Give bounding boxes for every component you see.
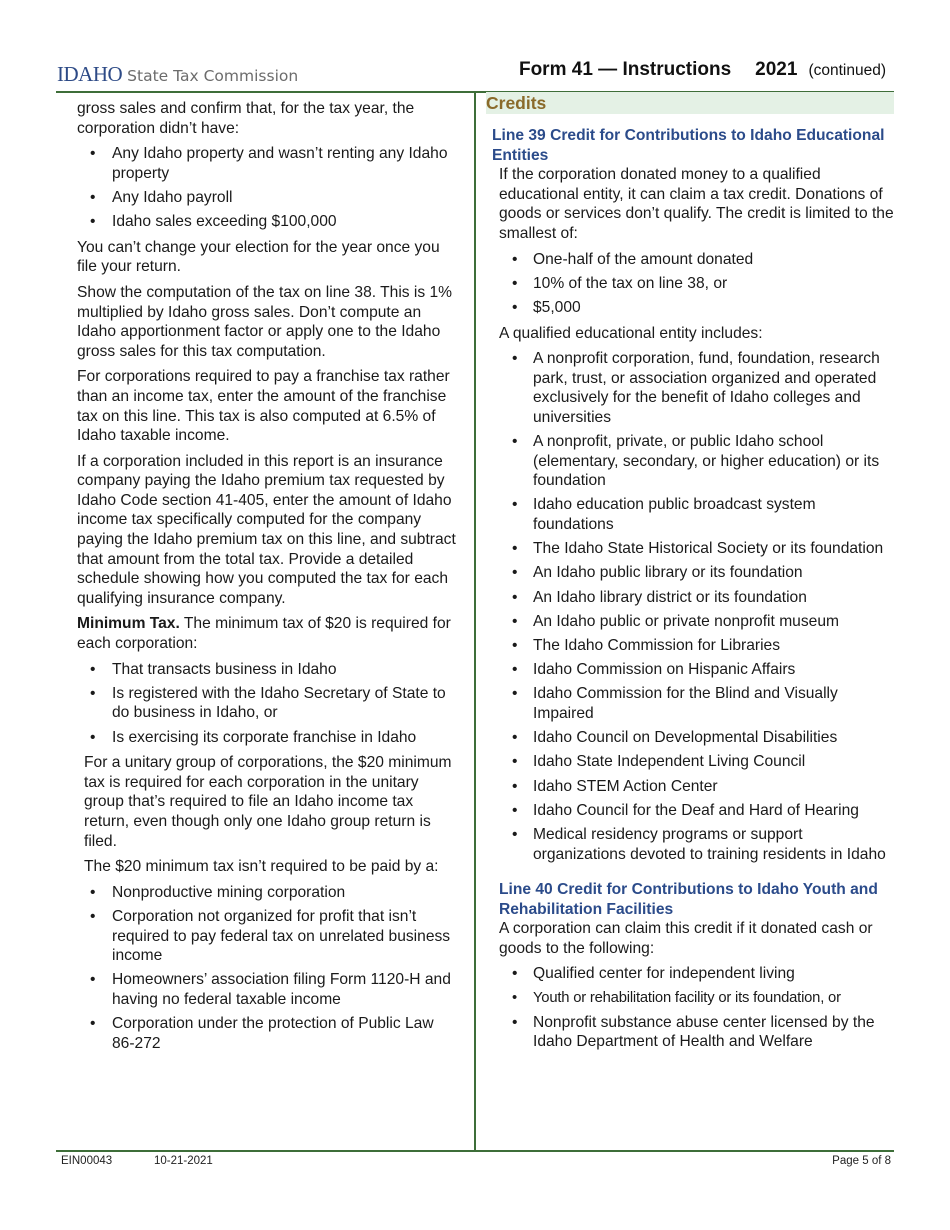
list-item: • Idaho education public broadcast system foundations [499, 495, 894, 534]
list-item: • Homeowners’ association filing Form 1120-H and having no federal taxable income [77, 970, 457, 1009]
paragraph: The $20 minimum tax isn’t required to be paid by a: [84, 858, 439, 876]
paragraph: A corporation can claim this credit if it donated cash or goods to the following: [499, 920, 873, 957]
paragraph: If a corporation included in this report is an insurance company paying the Idaho premium tax requested by Idaho Code section 41-405, enter the amount of Idaho income tax specifically computed for the company paying the Idaho premium tax on this line, and subtract that amount from the total tax. Provide a detailed schedule showing how you computed the tax for each qualifying insurance company. [77, 452, 456, 607]
footer-divider [56, 1150, 894, 1152]
page-number: Page 5 of 8 [832, 1155, 891, 1167]
right-column [486, 92, 894, 1058]
list-item: • Corporation not organized for profit that isn’t required to pay federal tax on unrelated business income [77, 907, 457, 966]
minimum-tax-label: Minimum Tax. [77, 615, 180, 633]
logo-subtitle: State Tax Commission [127, 67, 299, 85]
list-item: • Any Idaho property and wasn’t renting any Idaho property [77, 144, 457, 183]
section-title: Credits [486, 93, 547, 113]
list-item: • Medical residency programs or support organizations devoted to training residents in Idaho [499, 825, 894, 864]
list-item: • Idaho STEM Action Center [499, 777, 894, 797]
continued-label: (continued) [808, 62, 886, 79]
list-item: • The Idaho State Historical Society or its foundation [499, 539, 894, 559]
list-item: • An Idaho library district or its foundation [499, 588, 894, 608]
form-year: 2021 [755, 59, 798, 80]
minimum-tax-paragraph [77, 614, 457, 653]
list-item: • 10% of the tax on line 38, or [499, 274, 894, 294]
page-header [0, 0, 950, 92]
paragraph: You can’t change your election for the year once you file your return. [77, 238, 440, 276]
list-item: • Idaho State Independent Living Council [499, 752, 894, 772]
list-item: • Youth or rehabilitation facility or its foundation, or [499, 989, 894, 1009]
form-title [519, 60, 886, 81]
bullet-list [77, 883, 457, 1054]
bullet-list [77, 144, 457, 232]
list-item: • Idaho Commission for the Blind and Visually Impaired [499, 684, 894, 723]
form-code: EIN00043 [61, 1155, 113, 1167]
line-40-heading: Line 40 Credit for Contributions to Idaho Youth and Rehabilitation Facilities [499, 881, 878, 918]
list-item: • The Idaho Commission for Libraries [499, 636, 894, 656]
paragraph: A qualified educational entity includes: [499, 324, 763, 342]
bullet-list [486, 349, 894, 864]
list-item: • A nonprofit, private, or public Idaho school (elementary, secondary, or higher education) or its foundation [499, 432, 894, 491]
list-item: • An Idaho public or private nonprofit museum [499, 612, 894, 632]
paragraph: If the corporation donated money to a qualified educational entity, it can claim a tax credit. Donations of goods or services don’t qualify. The credit is limited to the smallest of: [499, 166, 894, 242]
paragraph: For corporations required to pay a franchise tax rather than an income tax, enter the amount of the franchise tax on this line. This tax is also computed at 6.5% of Idaho taxable income. [77, 368, 450, 445]
list-item: • A nonprofit corporation, fund, foundation, research park, trust, or association organized and operated exclusively for the benefit of Idaho colleges and universities [499, 349, 894, 427]
list-item: • One-half of the amount donated [499, 250, 894, 270]
list-item: • Is registered with the Idaho Secretary of State to do business in Idaho, or [77, 684, 457, 723]
list-item: • Idaho Council for the Deaf and Hard of Hearing [499, 801, 894, 821]
minimum-tax-text: The minimum tax of $20 is required for each corporation: [77, 615, 451, 653]
left-column [77, 99, 457, 1059]
revision-date: 10-21-2021 [154, 1155, 213, 1167]
column-divider [474, 92, 476, 1151]
credits-section-header [486, 92, 894, 114]
idaho-tax-logo [57, 63, 298, 87]
bullet-list [486, 964, 894, 1052]
list-item: • Nonprofit substance abuse center licensed by the Idaho Department of Health and Welfare [499, 1013, 894, 1052]
list-item: • An Idaho public library or its foundation [499, 563, 894, 583]
list-item: • That transacts business in Idaho [77, 660, 457, 680]
form-name: Form 41 — Instructions [518, 59, 732, 80]
list-item: • Qualified center for independent living [499, 964, 894, 984]
bullet-list [486, 250, 894, 318]
paragraph: gross sales and confirm that, for the tax year, the corporation didn’t have: [77, 100, 415, 137]
logo-wordmark: IDAHO [57, 62, 123, 86]
list-item: • Idaho Commission on Hispanic Affairs [499, 660, 894, 680]
list-item: • Idaho sales exceeding $100,000 [77, 212, 457, 232]
line-39-heading: Line 39 Credit for Contributions to Idaho Educational Entities [492, 127, 885, 164]
list-item: • Nonproductive mining corporation [77, 883, 457, 903]
paragraph: For a unitary group of corporations, the $20 minimum tax is required for each corporation in the unitary group that’s required to file an Idaho income tax return, even though only one Idaho group return is filed. [84, 754, 452, 850]
list-item: • Is exercising its corporate franchise in Idaho [77, 728, 457, 748]
list-item: • Any Idaho payroll [77, 188, 457, 208]
list-item: • Corporation under the protection of Public Law 86-272 [77, 1014, 457, 1053]
bullet-list [77, 660, 457, 748]
list-item: • Idaho Council on Developmental Disabilities [499, 728, 894, 748]
paragraph: Show the computation of the tax on line 38. This is 1% multiplied by Idaho gross sales. Don’t compute an Idaho apportionment factor or apply one to the Idaho gross sales for this tax computation. [77, 283, 453, 360]
list-item: • $5,000 [499, 298, 894, 318]
